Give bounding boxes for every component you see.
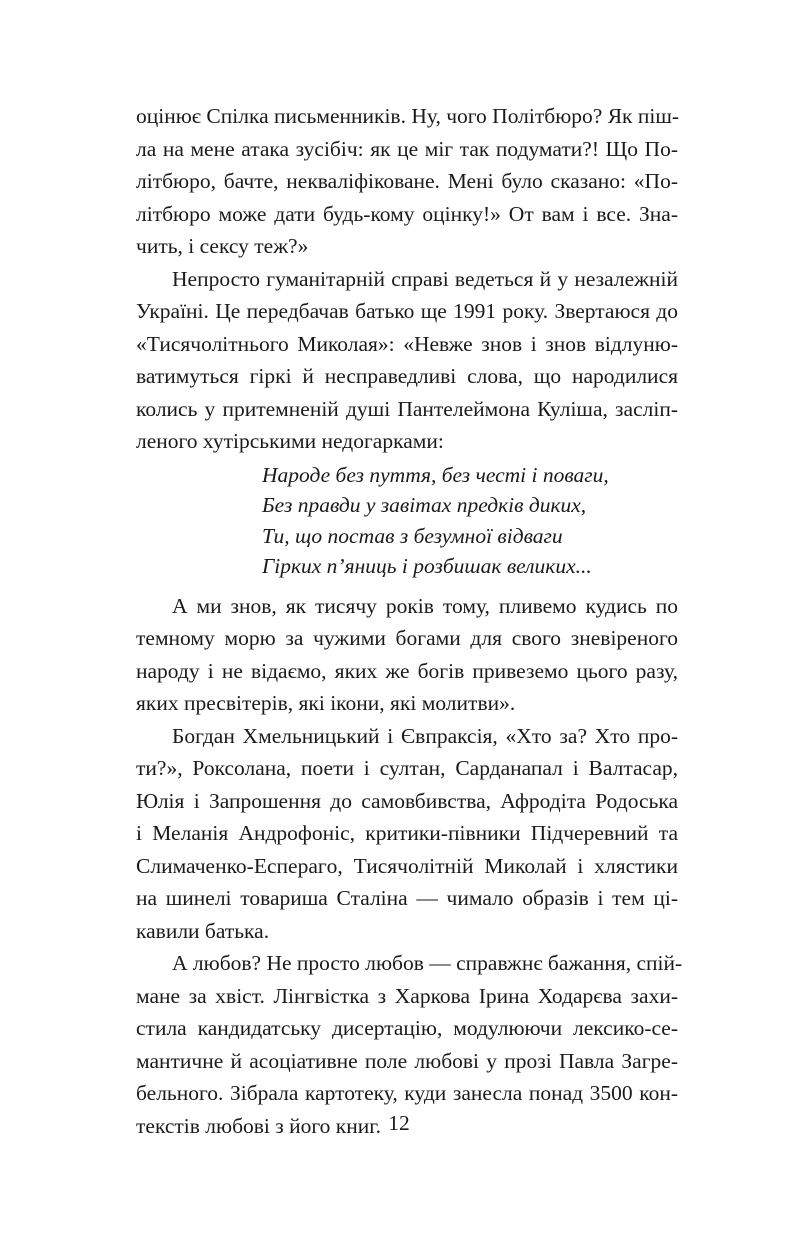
text-line: і Меланія Андрофоніс, критики-півники Підчеревний та bbox=[136, 821, 678, 845]
text-line: колись у притемненій душі Пантелеймона Куліша, засліп- bbox=[136, 396, 678, 421]
text-line: Богдан Хмельницький і Євпраксія, «Хто за? Хто про- bbox=[172, 723, 678, 748]
text-line: мане за хвіст. Лінгвістка з Харкова Ірина Ходарєва захи- bbox=[136, 983, 678, 1008]
text-line: бельного. Зібрала картотеку, куди занесла понад 3500 кон- bbox=[136, 1081, 678, 1105]
text-before-verse bbox=[136, 100, 678, 458]
text-line: літбюро може дати будь-кому оцінку!» От вам і все. Зна- bbox=[136, 201, 678, 226]
verse-quote bbox=[136, 460, 678, 582]
text-line: леного хутірськими недогарками: bbox=[136, 429, 444, 453]
text-line: стила кандидатську дисертацію, модулюючи лексико-се- bbox=[136, 1016, 678, 1040]
text-line: ла на мене атака зусібіч: як це міг так подумати?! Що По- bbox=[136, 136, 678, 161]
text-line: А любов? Не просто любов — справжнє бажання, спій- bbox=[172, 951, 683, 975]
verse-line: Народе без пуття, без честі і поваги, bbox=[262, 462, 609, 487]
verse-line: Ти, що постав з безумної відваги bbox=[262, 523, 563, 548]
text-line: на шинелі товариша Сталіна — чимало образів і тем ці- bbox=[136, 886, 678, 910]
text-line: мантичне й асоціативне поле любові у прозі Павла Загре- bbox=[136, 1048, 678, 1073]
page-number: 12 bbox=[388, 1111, 410, 1135]
paragraph bbox=[136, 263, 678, 458]
text-line: Юлія і Запрошення до самовбивства, Афродіта Родоська bbox=[136, 788, 678, 813]
verse-line: Без правди у завітах предків диких, bbox=[262, 493, 587, 517]
text-line: Слимаченко-Есперагo, Тисячолітній Миколай і хлястики bbox=[136, 853, 678, 878]
text-line: Україні. Це передбачав батько ще 1991 року. Звертаюся до bbox=[136, 299, 678, 323]
text-line: текстів любові з його книг. bbox=[136, 1113, 382, 1138]
text-line: Непросто гуманітарній справі ведеться й у незалежній bbox=[172, 266, 678, 291]
text-line: кавили батька. bbox=[136, 918, 270, 943]
text-after-verse bbox=[136, 590, 683, 1143]
text-line: літбюро, бачте, некваліфіковане. Мені було сказано: «По- bbox=[136, 169, 678, 193]
text-line: А ми знов, як тисячу років тому, пливемо кудись по bbox=[172, 593, 678, 618]
text-line: темному морю за чужими богами для свого зневіреного bbox=[136, 626, 678, 650]
paragraph bbox=[136, 720, 678, 948]
text-line: «Тисячолітнього Миколая»: «Невже знов і знов відлуню- bbox=[136, 331, 678, 356]
text-line: народу і не відаємо, яких же богів привеземо цього разу, bbox=[136, 658, 678, 683]
verse-line: Гірких п’яниць і розбишак великих... bbox=[262, 554, 592, 578]
paragraph bbox=[136, 590, 678, 720]
text-line: оцінює Спілка письменників. Ну, чого Політбюро? Як піш- bbox=[136, 104, 680, 128]
page-body bbox=[136, 100, 683, 1142]
text-line: чить, і сексу теж?» bbox=[136, 234, 309, 258]
text-line: ти?», Роксолана, поети і султан, Сарданапал і Валтасар, bbox=[136, 756, 678, 780]
paragraph bbox=[136, 100, 678, 263]
text-line: яких пресвітерів, які ікони, які молитви». bbox=[136, 691, 516, 715]
text-line: ватимуться гіркі й несправедливі слова, що народилися bbox=[136, 364, 678, 388]
